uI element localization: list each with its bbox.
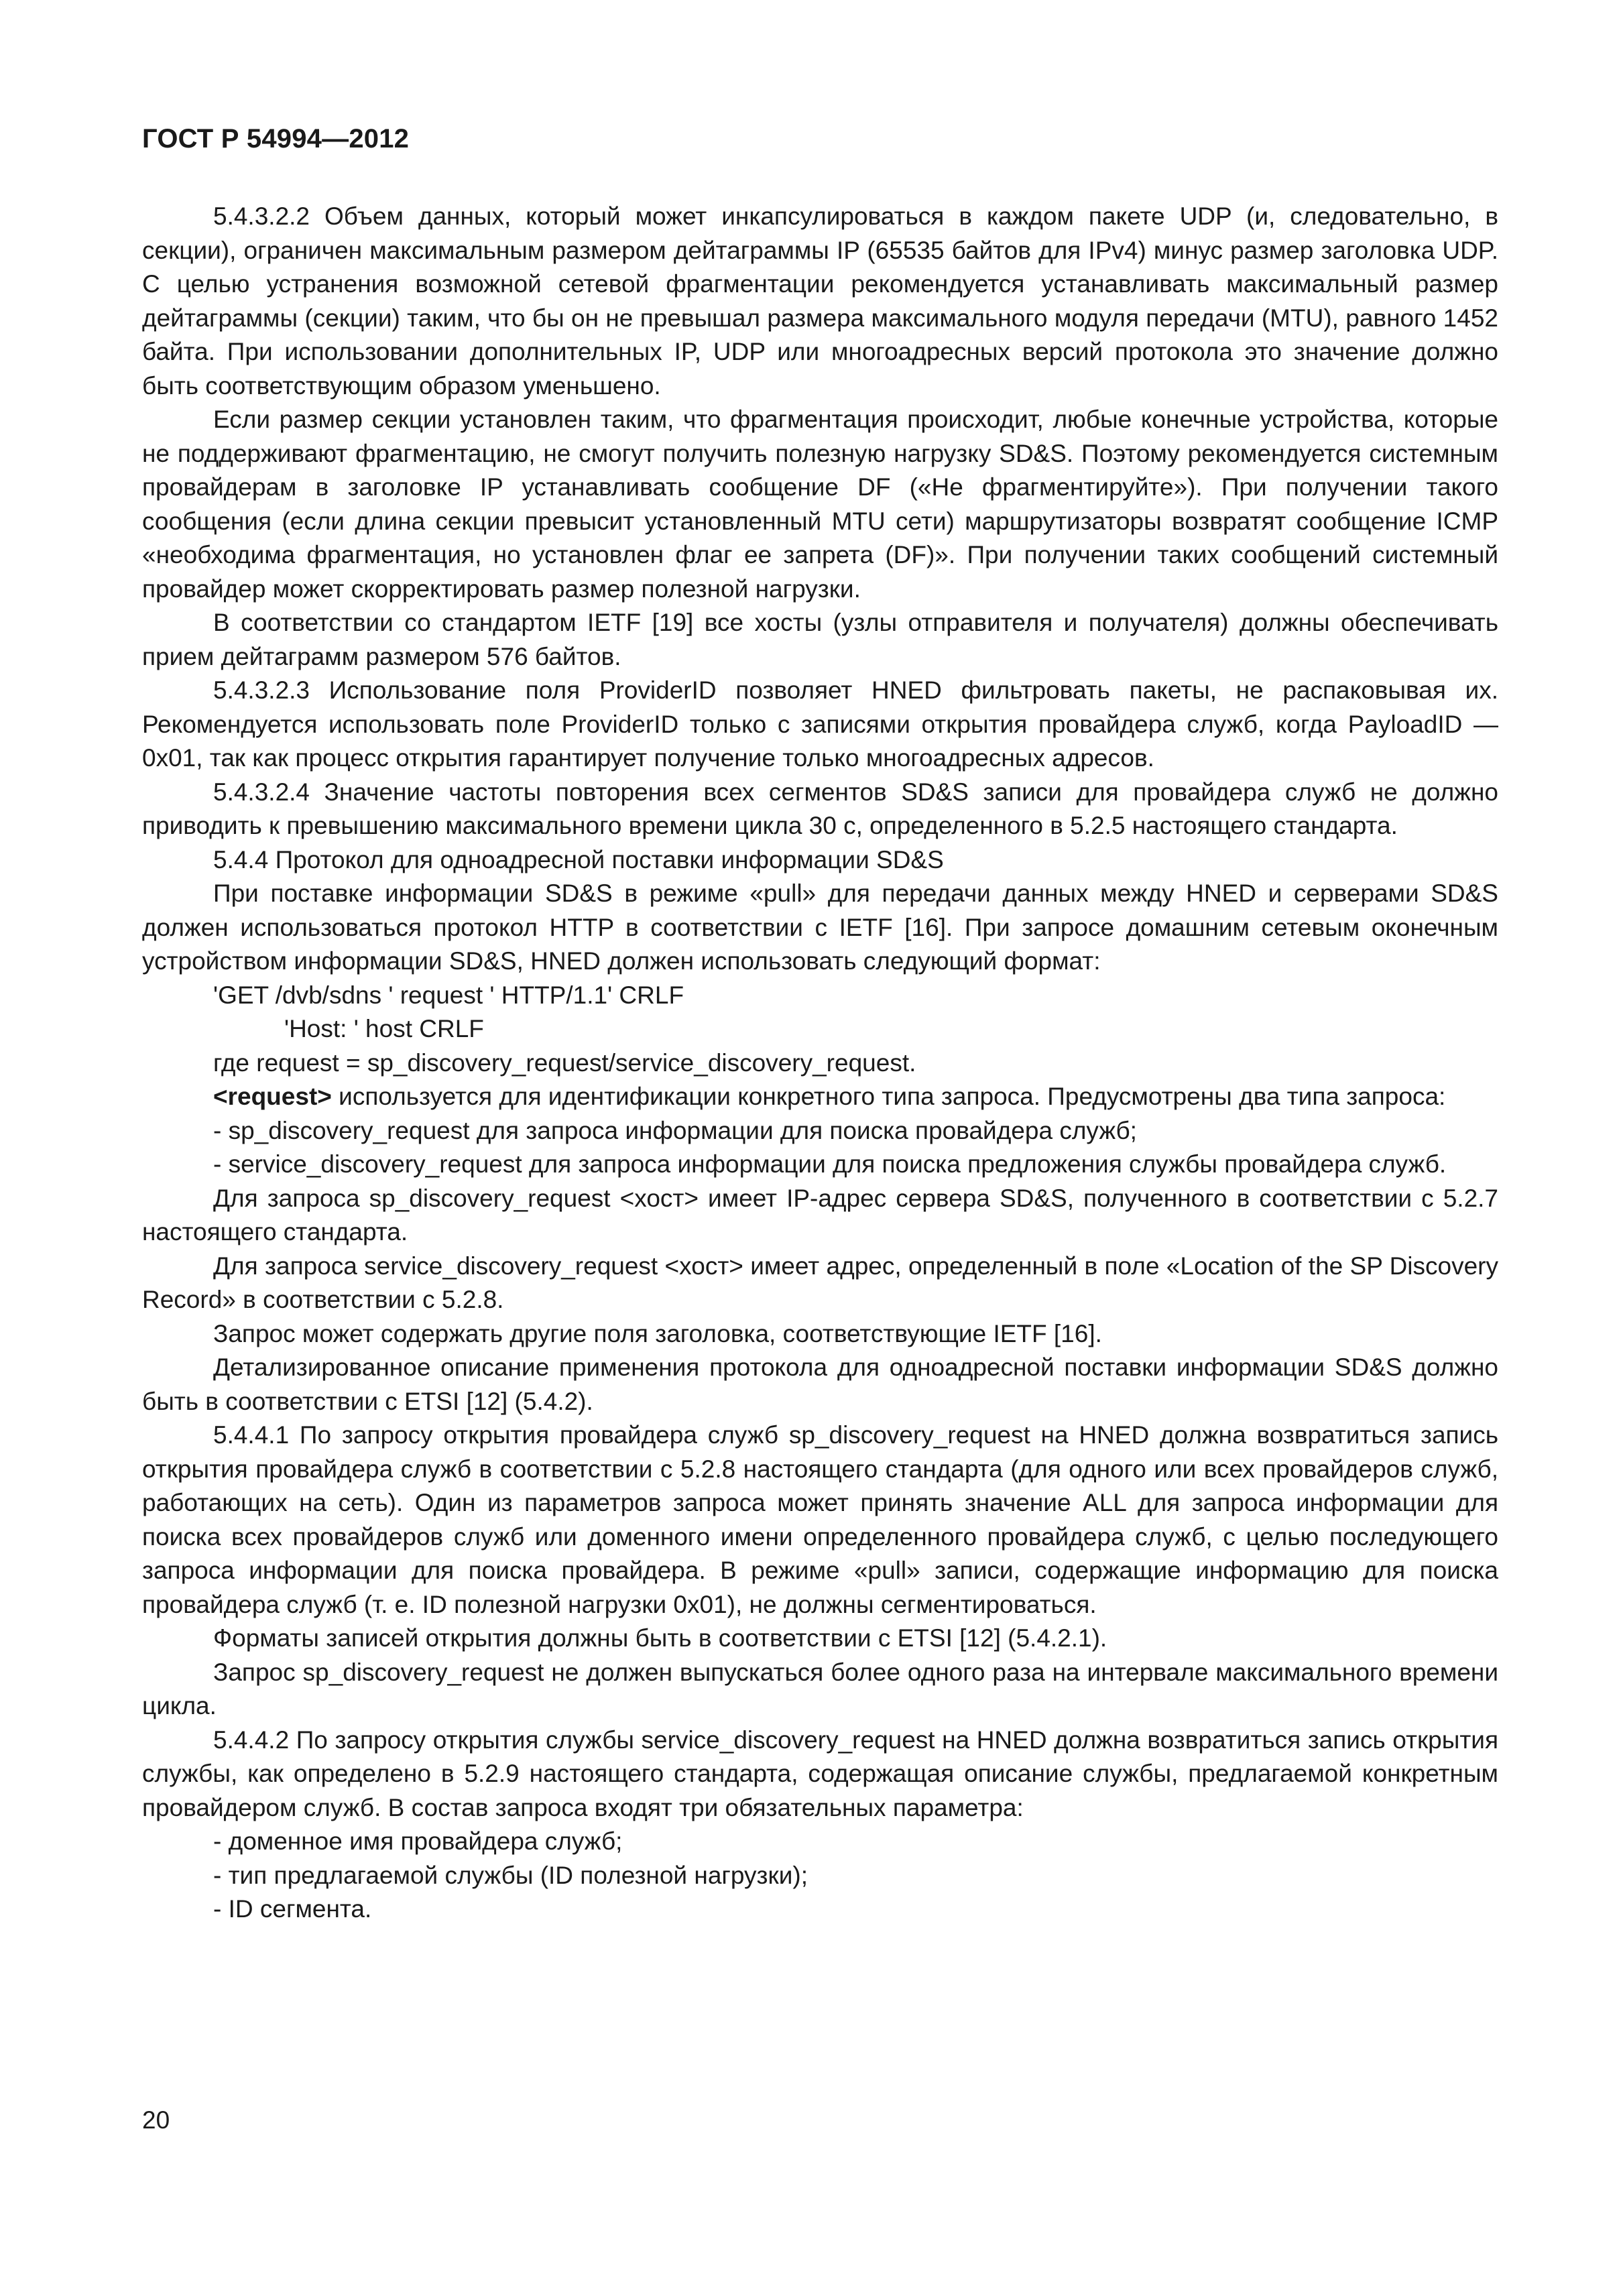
paragraph: Запрос может содержать другие поля заголовка, соответствующие IETF [16]. [213, 1319, 1102, 1347]
list-item: - тип предлагаемой службы (ID полезной нагрузки); [213, 1861, 808, 1889]
paragraph: 5.4.3.2.4 Значение частоты повторения всех сегментов SD&S записи для провайдера служб не должно приводить к превышению максимального времени цикла 30 с, определенного в 5.2.5 настоящего стандарта. [142, 778, 1498, 839]
paragraph: Запрос sp_discovery_request не должен выпускаться более одного раза на интервале максимального времени цикла. [142, 1658, 1498, 1719]
page-number: 20 [142, 2106, 170, 2134]
paragraph: В соответствии со стандартом IETF [19] все хосты (узлы отправителя и получателя) должны обеспечивать прием дейтаграмм размером 576 байтов. [142, 609, 1498, 670]
list-item: - ID сегмента. [213, 1895, 372, 1923]
request-term: <request> [213, 1083, 332, 1110]
paragraph: Если размер секции установлен таким, что фрагментация происходит, любые конечные устройства, которые не поддерживают фрагментацию, не смогут получить полезную нагрузку SD&S. Поэтому рекомендуется системным провайдерам в заголовке IP устанавливать сообщение DF («Не фрагментируйте»). При получении такого сообщения (если длина секции превысит установленный MTU сети) маршрутизаторы возвратят сообщение ICMP «необходима фрагментация, но установлен флаг ее запрета (DF)». При получении таких сообщений системный провайдер может скорректировать размер полезной нагрузки. [142, 406, 1498, 603]
code-line: ʹHost: ʹ host CRLF [284, 1015, 484, 1042]
paragraph: где request = sp_discovery_request/service_discovery_request. [213, 1048, 916, 1077]
list-item: - service_discovery_request для запроса информации для поиска предложения службы провайдера служб. [213, 1150, 1447, 1178]
paragraph: 5.4.3.2.3 Использование поля ProviderID позволяет HNED фильтровать пакеты, не распаковывая их. Рекомендуется использовать поле ProviderID только с записями открытия провайдера служб, когда PayloadID — 0x01, так как процесс открытия гарантирует получение только многоадресных адресов. [142, 676, 1498, 772]
paragraph: 5.4.4.1 По запросу открытия провайдера служб sp_discovery_request на HNED должна возвратиться запись открытия провайдера служб в соответствии с 5.2.8 настоящего стандарта (для одного или всех провайдеров служб, работающих на сеть). Один из параметров запроса может принять значение ALL для запроса информации для поиска всех провайдеров служб или доменного имени определенного провайдера служб, с целью последующего запроса информации для поиска провайдера. В режиме «pull» записи, содержащие информацию для поиска провайдера служб (т. е. ID полезной нагрузки 0x01), не должны сегментироваться. [142, 1421, 1498, 1618]
paragraph [142, 1080, 1498, 1114]
page-header: ГОСТ Р 54994—2012 [142, 124, 410, 154]
paragraph: При поставке информации SD&S в режиме «pull» для передачи данных между HNED и серверами SD&S должен использоваться протокол HTTP в соответствии с IETF [16]. При запросе домашним сетевым оконечным устройством информации SD&S, HNED должен использовать следующий формат: [142, 880, 1498, 975]
paragraph: 5.4.3.2.2 Объем данных, который может инкапсулироваться в каждом пакете UDP (и, следовательно, в секции), ограничен максимальным размером дейтаграммы IP (65535 байтов для IPv4) минус размер заголовка UDP. С целью устранения возможной сетевой фрагментации рекомендуется устанавливать максимальный размер дейтаграммы (секции) таким, что бы он не превышал размера максимального модуля передачи (MTU), равного 1452 байта. При использовании дополнительных IP, UDP или многоадресных версий протокола это значение должно быть соответствующим образом уменьшено. [142, 202, 1498, 400]
document-body [142, 200, 1498, 1927]
paragraph: Для запроса sp_discovery_request <хост> имеет IP-адрес сервера SD&S, полученного в соответствии с 5.2.7 настоящего стандарта. [142, 1184, 1498, 1246]
list-item: - доменное имя провайдера служб; [213, 1827, 623, 1855]
paragraph: Для запроса service_discovery_request <хост> имеет адрес, определенный в поле «Location of the SP Discovery Record» в соответствии с 5.2.8. [142, 1252, 1498, 1313]
list-item: - sp_discovery_request для запроса информации для поиска провайдера служб; [213, 1116, 1137, 1144]
paragraph: Форматы записей открытия должны быть в соответствии с ETSI [12] (5.4.2.1). [213, 1624, 1107, 1652]
request-definition: используется для идентификации конкретного типа запроса. Предусмотрены два типа запроса: [331, 1083, 1446, 1110]
paragraph: 5.4.4.2 По запросу открытия службы service_discovery_request на HNED должна возвратиться запись открытия службы, как определено в 5.2.9 настоящего стандарта, содержащая описание службы, предлагаемой конкретным провайдером служб. В состав запроса входят три обязательных параметра: [142, 1726, 1498, 1821]
section-heading: 5.4.4 Протокол для одноадресной поставки информации SD&S [213, 845, 944, 873]
code-line: ʹGET /dvb/sdns ʹ request ʹ HTTP/1.1ʹ CRLF [213, 981, 684, 1009]
paragraph: Детализированное описание применения протокола для одноадресной поставки информации SD&S должно быть в соответствии с ETSI [12] (5.4.2). [142, 1353, 1498, 1415]
